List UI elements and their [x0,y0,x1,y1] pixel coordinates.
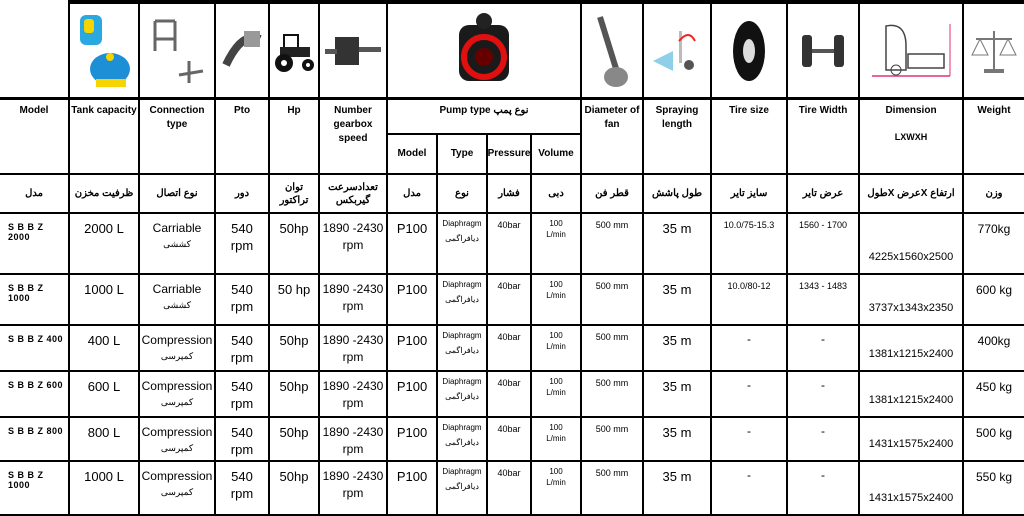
row-gear-unit: rpm [342,442,364,456]
header-dimension [860,100,962,173]
axle-icon-cell [788,4,858,97]
row-hp: 50hp [279,333,309,348]
row-weight: 400kg [977,334,1011,348]
row-spray: 35 m [662,282,692,297]
fa-tank: ظرفیت مخزن [70,175,138,212]
row-pump-model: P100 [396,282,428,297]
row-pump-type-fa: دیافراگمی [445,482,479,491]
table-cell-pump_type [438,462,486,514]
pto-shaft-icon [220,21,264,81]
row-tire-size: 10.0/75-15.3 [723,220,775,230]
table-cell-weight [964,275,1024,324]
row-pump-type: Diaphragm [442,467,482,476]
table-cell-model [0,462,68,514]
table-cell-pto [216,214,268,273]
row-dimension: 1381x1215x2400 [868,348,954,360]
row-connection-fa: کمپرسی [160,351,194,361]
table-cell-spray [644,462,710,514]
row-pump-type: Diaphragm [442,331,482,340]
row-fan: 500 mm [595,281,629,291]
row-connection-fa: کششی [163,300,191,310]
row-pump-model: P100 [396,469,428,484]
row-connection-fa: کمپرسی [160,443,194,453]
table-cell-gear [320,326,386,370]
table-cell-tank [70,372,138,416]
table-cell-tire_width [788,214,858,273]
row-tire-width: - [821,332,825,346]
table-cell-conn [140,372,214,416]
row-connection: Compression [141,425,213,439]
header-weight-label: Weight [977,105,1011,116]
fa-spray: طول پاشش [644,175,710,212]
table-cell-weight [964,418,1024,460]
row-pump-type-fa: دیافراگمی [445,392,479,401]
table-cell-pressure [488,275,530,324]
row-hp: 50hp [279,425,309,440]
table-cell-pump_type [438,214,486,273]
table-cell-volume [532,462,580,514]
fa-model: مدل [0,175,68,212]
header-fan [582,100,642,173]
header-model [0,100,68,173]
tractor-icon [272,27,316,75]
row-gear: 1890 -2430 [322,282,384,296]
row-weight: 600 kg [975,283,1013,297]
table-cell-volume [532,214,580,273]
spray-icon [649,21,705,81]
row-spray: 35 m [662,379,692,394]
row-tire-width: - [821,424,825,438]
row-hp: 50hp [279,379,309,394]
header-pump-model-label: Model [397,148,427,159]
row-spray: 35 m [662,221,692,236]
row-weight: 770kg [977,222,1011,236]
header-dimension-label: Dimension [885,105,937,116]
weight-icon-cell [964,4,1024,97]
table-cell-hp [270,372,318,416]
row-dimension: 1381x1215x2400 [868,394,954,406]
table-cell-dimension [860,418,962,460]
row-fan: 500 mm [595,468,629,478]
pump-icon-cell [388,4,580,97]
row-tire-width: 1343 - 1483 [798,281,848,291]
row-weight: 550 kg [975,470,1013,484]
fa-weight: وزن [964,175,1024,212]
row-hp: 50 hp [277,282,311,297]
fa-pressure: فشار [488,175,530,212]
table-cell-tank [70,214,138,273]
row-pump-type-fa: دیافراگمی [445,346,479,355]
row-tire-size: - [747,424,751,438]
row-pump-type-fa: دیافراگمی [445,295,479,304]
row-model: S B B Z 600 [8,380,64,390]
table-cell-weight [964,462,1024,514]
row-pressure: 40bar [497,220,521,230]
table-cell-conn [140,462,214,514]
header-tire-size-label: Tire size [729,105,769,116]
row-volume: 100 [549,331,563,340]
row-hp: 50hp [279,221,309,236]
row-tank: 1000 L [84,469,124,484]
fa-dimension: ارتفاع Xعرض Xطول [860,175,962,212]
row-spray: 35 m [662,425,692,440]
fa-connection: نوع اتصال [140,175,214,212]
tank-icon-cell [70,4,138,97]
row-fan: 500 mm [595,220,629,230]
row-tank: 1000 L [84,282,124,297]
row-dimension: 4225x1560x2500 [868,251,954,263]
row-pto-unit: rpm [230,486,254,501]
fa-pump-type: نوع [438,175,486,212]
table-cell-tire_size [712,326,786,370]
row-fan: 500 mm [595,378,629,388]
row-gear: 1890 -2430 [322,425,384,439]
table-cell-spray [644,418,710,460]
table-cell-model [0,214,68,273]
table-cell-hp [270,462,318,514]
table-cell-tire_width [788,462,858,514]
table-cell-tire_size [712,214,786,273]
scale-icon [970,25,1018,77]
row-gear: 1890 -2430 [322,221,384,235]
row-tire-width: 1560 - 1700 [798,220,848,230]
header-gearbox-label: Number gearbox speed [333,105,373,144]
row-gear-unit: rpm [342,396,364,410]
row-weight: 450 kg [975,380,1013,394]
table-cell-model [0,418,68,460]
row-volume: 100 [549,423,563,432]
table-cell-conn [140,275,214,324]
table-cell-tire_size [712,462,786,514]
table-cell-spray [644,275,710,324]
tractor-icon-cell [270,4,318,97]
pto-icon-cell [216,4,268,97]
table-cell-fan [582,275,642,324]
table-cell-gear [320,418,386,460]
row-fan: 500 mm [595,332,629,342]
row-pto: 540 [231,221,253,236]
row-gear-unit: rpm [342,350,364,364]
header-gearbox [320,100,386,173]
table-cell-tank [70,418,138,460]
table-cell-pto [216,275,268,324]
header-dimension-sub: LXWXH [894,132,928,142]
row-connection: Carriable [152,221,202,235]
table-cell-pressure [488,462,530,514]
row-pump-type: Diaphragm [442,377,482,386]
table-cell-pressure [488,418,530,460]
table-cell-hp [270,275,318,324]
row-pressure: 40bar [497,332,521,342]
row-volume-unit: L/min [546,478,566,487]
table-cell-pump_type [438,275,486,324]
table-cell-pump_model [388,372,436,416]
table-cell-pressure [488,372,530,416]
header-spray [644,100,710,173]
row-volume: 100 [549,467,563,476]
row-pto-unit: rpm [230,396,254,411]
fa-gearbox: تعدادسرعت گیربکس [320,175,386,212]
table-cell-pressure [488,326,530,370]
header-spray-label: Spraying length [655,105,699,130]
table-cell-spray [644,214,710,273]
header-connection-label: Connection type [149,105,205,130]
fan-icon [592,11,632,91]
header-weight [964,100,1024,173]
table-cell-gear [320,462,386,514]
row-volume: 100 [549,219,563,228]
row-connection-fa: کمپرسی [160,397,194,407]
row-connection: Compression [141,469,213,483]
row-volume-unit: L/min [546,342,566,351]
fa-tire-size: سایز تایر [712,175,786,212]
table-cell-conn [140,418,214,460]
table-cell-weight [964,326,1024,370]
table-cell-pressure [488,214,530,273]
row-pto-unit: rpm [230,299,254,314]
hitch-icon-cell [140,4,214,97]
header-pressure-label: Pressure [488,148,530,159]
header-fan-label: Diameter of fan [584,105,640,130]
row-tire-size: - [747,378,751,392]
row-tire-width: - [821,468,825,482]
table-cell-tank [70,462,138,514]
dimension-icon-cell [860,4,962,97]
row-volume-unit: L/min [546,230,566,239]
row-pressure: 40bar [497,424,521,434]
table-cell-weight [964,372,1024,416]
table-cell-tire_size [712,418,786,460]
table-cell-hp [270,418,318,460]
row-gear: 1890 -2430 [322,379,384,393]
table-cell-pump_type [438,372,486,416]
row-connection: Compression [141,379,213,393]
table-cell-volume [532,418,580,460]
row-pto-unit: rpm [230,350,254,365]
row-pto: 540 [231,469,253,484]
table-cell-pto [216,462,268,514]
header-pump-type-sub-label: Type [450,148,474,159]
row-gear-unit: rpm [342,299,364,313]
row-dimension: 1431x1575x2400 [868,492,954,504]
sprayer-dimension-icon [866,16,956,86]
row-model: S B B Z 1000 [8,283,44,303]
header-tire-size [712,100,786,173]
table-cell-dimension [860,372,962,416]
row-volume-unit: L/min [546,291,566,300]
row-gear-unit: rpm [342,486,364,500]
table-cell-dimension [860,214,962,273]
header-pump-model [388,135,436,173]
row-spray: 35 m [662,469,692,484]
table-cell-conn [140,326,214,370]
row-model: S B B Z 400 [8,334,64,344]
table-cell-fan [582,372,642,416]
pump-icon [439,9,529,93]
row-pump-type-fa: دیافراگمی [445,234,479,243]
row-pump-type-fa: دیافراگمی [445,438,479,447]
tire-icon-cell [712,4,786,97]
row-connection: Compression [141,333,213,347]
row-connection-fa: کششی [163,239,191,249]
table-cell-pto [216,372,268,416]
row-volume-unit: L/min [546,388,566,397]
row-volume: 100 [549,280,563,289]
gearbox-icon-cell [320,4,386,97]
table-cell-gear [320,372,386,416]
row-pump-model: P100 [396,221,428,236]
header-volume [532,135,580,173]
row-tire-size: - [747,332,751,346]
table-cell-dimension [860,326,962,370]
row-pto: 540 [231,333,253,348]
row-pressure: 40bar [497,378,521,388]
row-tank: 600 L [87,379,121,394]
fan-icon-cell [582,4,642,97]
row-gear-unit: rpm [342,238,364,252]
table-cell-fan [582,326,642,370]
table-cell-gear [320,275,386,324]
table-cell-volume [532,326,580,370]
table-cell-volume [532,275,580,324]
table-cell-model [0,372,68,416]
table-cell-tire_size [712,275,786,324]
row-pto-unit: rpm [230,238,254,253]
row-dimension: 3737x1343x2350 [868,302,954,314]
row-connection: Carriable [152,282,202,296]
header-tire-width-label: Tire Width [798,105,848,116]
row-tire-size: 10.0/80-12 [727,281,771,291]
header-pressure [488,135,530,173]
gearbox-icon [323,29,383,73]
table-cell-model [0,326,68,370]
row-spray: 35 m [662,333,692,348]
table-cell-tire_size [712,372,786,416]
header-hp-label: Hp [287,105,301,116]
tank-icon [74,9,134,93]
row-pto: 540 [231,282,253,297]
table-cell-tire_width [788,418,858,460]
table-cell-tire_width [788,372,858,416]
table-cell-gear [320,214,386,273]
header-pto [216,100,268,173]
header-tank-label: Tank capacity [71,105,137,116]
axle-icon [798,29,848,73]
table-cell-tank [70,326,138,370]
row-gear: 1890 -2430 [322,333,384,347]
header-hp [270,100,318,173]
row-pump-type: Diaphragm [442,423,482,432]
table-cell-spray [644,326,710,370]
spray-icon-cell [644,4,710,97]
table-cell-hp [270,326,318,370]
table-cell-fan [582,462,642,514]
row-tire-size: - [747,468,751,482]
row-model: S B B Z 1000 [8,470,44,490]
table-cell-fan [582,214,642,273]
table-cell-pump_model [388,326,436,370]
table-cell-pump_model [388,214,436,273]
table-cell-pump_model [388,462,436,514]
row-tank: 2000 L [84,221,124,236]
hitch-icon [145,11,209,91]
row-pressure: 40bar [497,468,521,478]
row-hp: 50hp [279,469,309,484]
row-pump-model: P100 [396,425,428,440]
row-dimension: 1431x1575x2400 [868,438,954,450]
table-cell-pto [216,326,268,370]
table-cell-spray [644,372,710,416]
row-pto-unit: rpm [230,442,254,457]
fa-tire-width: عرض تایر [788,175,858,212]
table-cell-tire_width [788,275,858,324]
header-tank [70,100,138,173]
row-volume: 100 [549,377,563,386]
table-cell-tank [70,275,138,324]
row-pump-type: Diaphragm [442,219,482,228]
fa-pto: دور [216,175,268,212]
row-pump-model: P100 [396,379,428,394]
table-cell-volume [532,372,580,416]
row-gear: 1890 -2430 [322,469,384,483]
table-cell-pto [216,418,268,460]
row-connection-fa: کمپرسی [160,487,194,497]
header-model-label: Model [19,105,49,116]
fa-volume: دبی [532,175,580,212]
header-pump-type-label: Pump type نوع پمپ [439,105,529,116]
table-cell-pump_model [388,275,436,324]
row-model: S B B Z 800 [8,426,64,436]
fa-pump-model: مدل [388,175,436,212]
row-fan: 500 mm [595,424,629,434]
row-tank: 800 L [87,425,121,440]
table-cell-dimension [860,462,962,514]
row-pump-type: Diaphragm [442,280,482,289]
table-cell-tire_width [788,326,858,370]
table-cell-conn [140,214,214,273]
row-pto: 540 [231,425,253,440]
fa-hp: توان تراکتور [270,175,318,212]
header-connection [140,100,214,173]
tire-icon [729,16,769,86]
row-weight: 500 kg [975,426,1013,440]
header-pump-type-sub [438,135,486,173]
table-cell-dimension [860,275,962,324]
table-cell-model [0,275,68,324]
row-pto: 540 [231,379,253,394]
row-volume-unit: L/min [546,434,566,443]
fa-fan: قطر فن [582,175,642,212]
row-model: S B B Z 2000 [8,222,44,242]
table-cell-pump_type [438,418,486,460]
table-cell-fan [582,418,642,460]
row-pump-model: P100 [396,333,428,348]
header-volume-label: Volume [538,148,574,159]
table-cell-hp [270,214,318,273]
table-cell-pump_type [438,326,486,370]
row-tank: 400 L [87,333,121,348]
header-pump-type [388,100,580,133]
row-tire-width: - [821,378,825,392]
corner-blank [0,0,68,97]
header-tire-width [788,100,858,173]
row-pressure: 40bar [497,281,521,291]
table-cell-pump_model [388,418,436,460]
table-cell-weight [964,214,1024,273]
header-pto-label: Pto [233,105,251,116]
